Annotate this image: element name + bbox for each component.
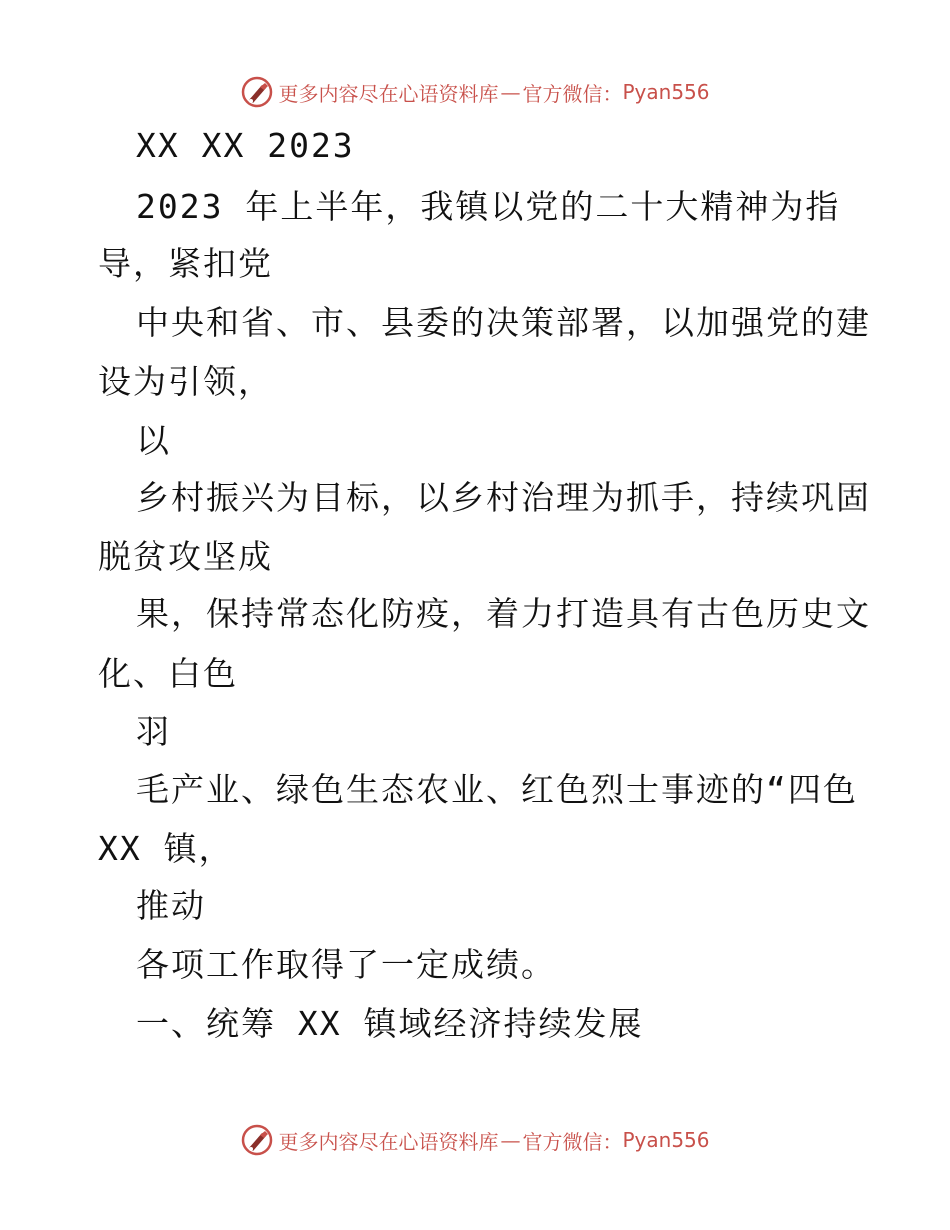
doc-line: 中央和省、市、县委的决策部署，以加强党的建 bbox=[136, 303, 871, 342]
doc-line: 乡村振兴为目标，以乡村治理为抓手，持续巩固 bbox=[136, 478, 871, 517]
watermark-contact-id: Pyan556 bbox=[622, 80, 710, 104]
watermark-contact-label: 官方微信： bbox=[522, 81, 623, 106]
watermark-dash: — bbox=[500, 80, 521, 104]
doc-line: 推动 bbox=[136, 886, 206, 925]
watermark-text: 更多内容尽在心语资料库 bbox=[278, 1129, 499, 1154]
doc-line: 毛产业、绿色生态农业、红色烈士事迹的“四色 bbox=[136, 770, 858, 809]
pen-nib-logo-icon bbox=[240, 1123, 274, 1157]
doc-line: 果，保持常态化防疫，着力打造具有古色历史文 bbox=[136, 594, 871, 633]
doc-line: 羽 bbox=[136, 712, 171, 751]
watermark-dash: — bbox=[500, 1128, 521, 1152]
watermark-contact-id: Pyan556 bbox=[622, 1128, 710, 1152]
doc-line: 脱贫攻坚成 bbox=[98, 537, 273, 576]
doc-line: XX XX 2023 bbox=[136, 126, 355, 165]
doc-line: 导，紧扣党 bbox=[98, 244, 273, 283]
doc-line: 各项工作取得了一定成绩。 bbox=[136, 945, 556, 984]
doc-line: 以 bbox=[136, 421, 171, 460]
doc-line: 一、统筹 XX 镇域经济持续发展 bbox=[136, 1004, 644, 1043]
watermark-text: 更多内容尽在心语资料库 bbox=[278, 81, 499, 106]
footer-watermark bbox=[0, 1120, 950, 1160]
doc-line: 2023 年上半年，我镇以党的二十大精神为指 bbox=[136, 187, 841, 226]
doc-line: XX 镇， bbox=[98, 829, 234, 868]
doc-line: 设为引领， bbox=[98, 362, 273, 401]
watermark-contact-label: 官方微信： bbox=[522, 1129, 623, 1154]
doc-line: 化、白色 bbox=[98, 654, 238, 693]
